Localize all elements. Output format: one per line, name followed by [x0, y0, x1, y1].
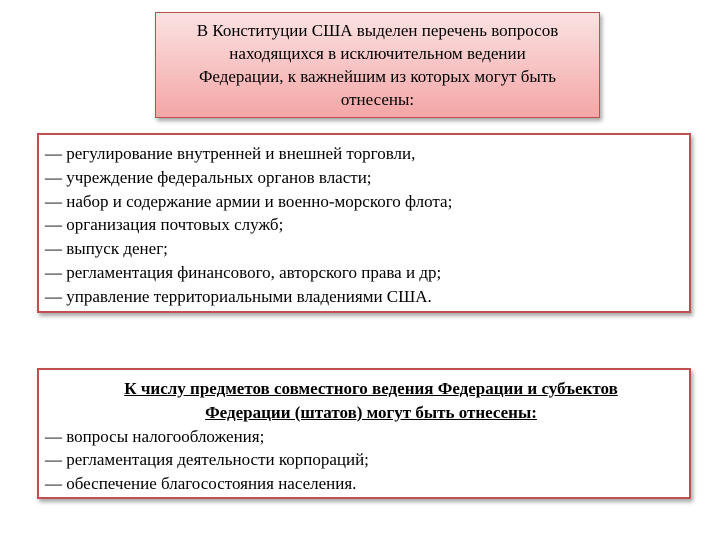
list-item: — регламентация деятельности корпораций;: [45, 450, 369, 470]
header-line: В Конституции США выделен перечень вопросов: [196, 21, 559, 40]
list-item: — обеспечение благосостояния населения.: [45, 474, 357, 494]
header-box: [155, 12, 600, 118]
joint-heading-line: К числу предметов совместного ведения Федерации и субъектов: [124, 379, 618, 398]
list-item: — регулирование внутренней и внешней торговли,: [45, 144, 416, 163]
header-line: отнесены:: [340, 90, 415, 109]
list-item: — организация почтовых служб;: [45, 215, 284, 235]
list-item: — выпуск денег;: [45, 239, 168, 259]
joint-powers-box: [37, 368, 691, 499]
list-item: — набор и содержание армии и военно-морского флота;: [45, 191, 453, 211]
list-item: — регламентация финансового, авторского права и др;: [45, 262, 442, 282]
exclusive-powers-box: [37, 133, 691, 313]
header-line: находящихся в исключительном ведении: [229, 44, 526, 63]
list-item: — вопросы налогообложения;: [45, 426, 265, 446]
joint-heading-line: Федерации (штатов) могут быть отнесены:: [205, 402, 537, 422]
header-line: Федерации, к важнейшим из которых могут быть: [198, 67, 557, 86]
list-item: — управление территориальными владениями США.: [45, 286, 432, 306]
list-item: — учреждение федеральных органов власти;: [45, 167, 372, 187]
